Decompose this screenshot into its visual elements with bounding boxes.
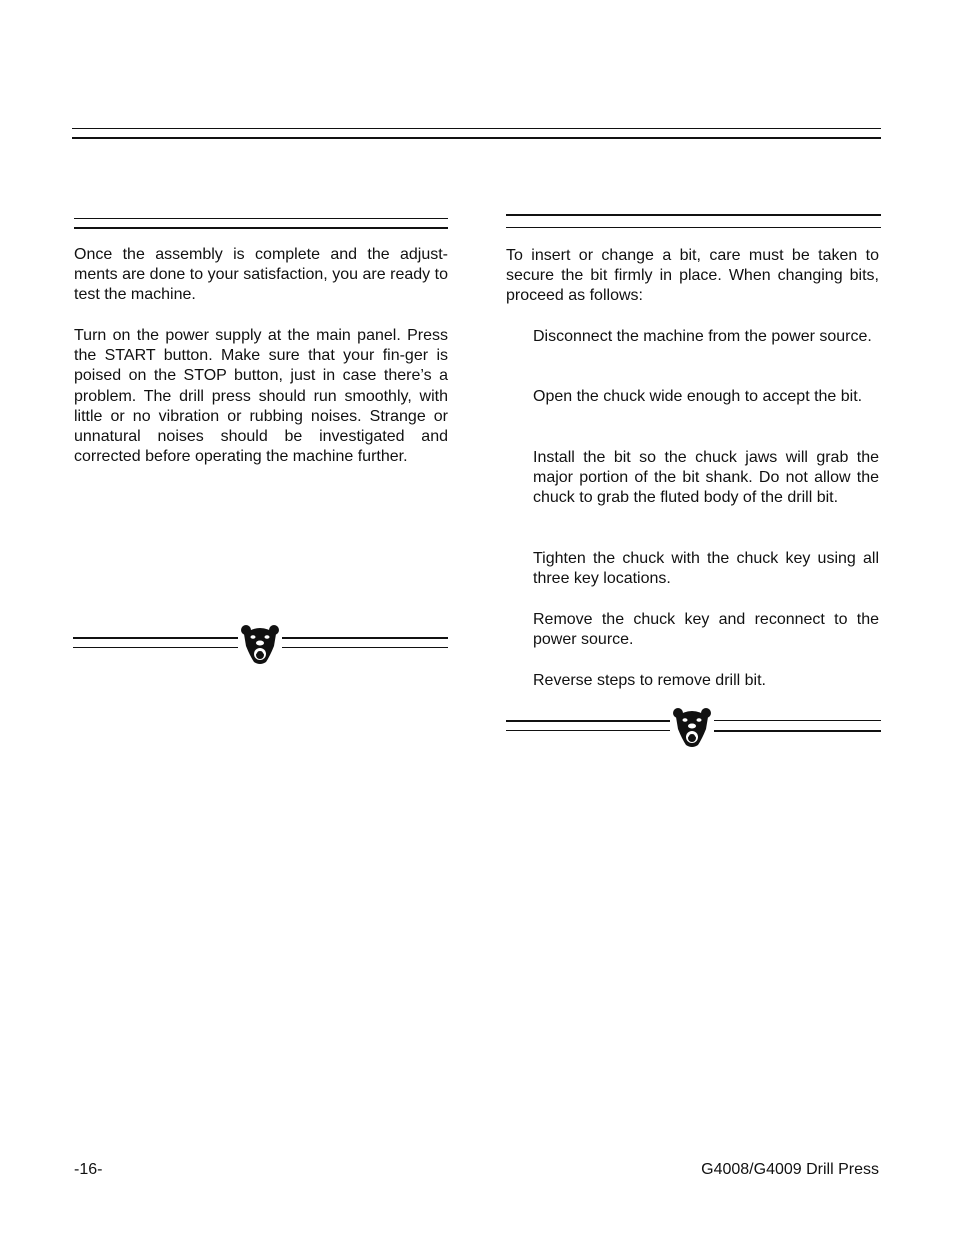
- right-heading-rule-bottom: [506, 227, 881, 228]
- header-rule-bottom: [72, 137, 881, 139]
- bear-logo-icon: [672, 705, 712, 749]
- left-heading-rule-top: [74, 218, 448, 219]
- step-5: Remove the chuck key and reconnect to the power source.: [533, 611, 879, 649]
- step-2: Open the chuck wide enough to accept the bit.: [533, 388, 863, 405]
- left-heading-rule-bottom: [74, 227, 448, 229]
- left-paragraph-2: Turn on the power supply at the main panel. Press the START button. Make sure that your fin-ger is poised on the STOP button, just in case there’s a problem. The drill press should run smoothly, with little or no vibration or rubbing noises. Strange or unnatural noises should be investigated and corrected before operating the machine further.: [74, 327, 448, 466]
- divider-rule: [282, 647, 448, 648]
- bear-logo-icon: [240, 622, 280, 666]
- step-3: Install the bit so the chuck jaws will grab the major portion of the bit shank. Do not allow the chuck to grab the fluted body of the drill bit.: [533, 449, 879, 507]
- divider-rule: [73, 647, 238, 648]
- right-heading-rule-top: [506, 214, 881, 216]
- page-number: -16-: [74, 1161, 103, 1178]
- divider-rule: [714, 730, 881, 732]
- divider-rule: [714, 720, 881, 721]
- step-1: Disconnect the machine from the power source.: [533, 328, 872, 345]
- divider-rule: [282, 637, 448, 639]
- step-6: Reverse steps to remove drill bit.: [533, 672, 766, 689]
- divider-rule: [506, 730, 670, 731]
- step-4: Tighten the chuck with the chuck key using all three key locations.: [533, 550, 879, 588]
- divider-rule: [506, 720, 670, 722]
- right-intro: To insert or change a bit, care must be taken to secure the bit firmly in place. When changing bits, proceed as follows:: [506, 247, 879, 305]
- footer-model-name: G4008/G4009 Drill Press: [701, 1161, 879, 1178]
- left-paragraph-1: Once the assembly is complete and the adjust-ments are done to your satisfaction, you are ready to test the machine.: [74, 246, 448, 304]
- header-rule-top: [72, 128, 881, 129]
- divider-rule: [73, 637, 238, 639]
